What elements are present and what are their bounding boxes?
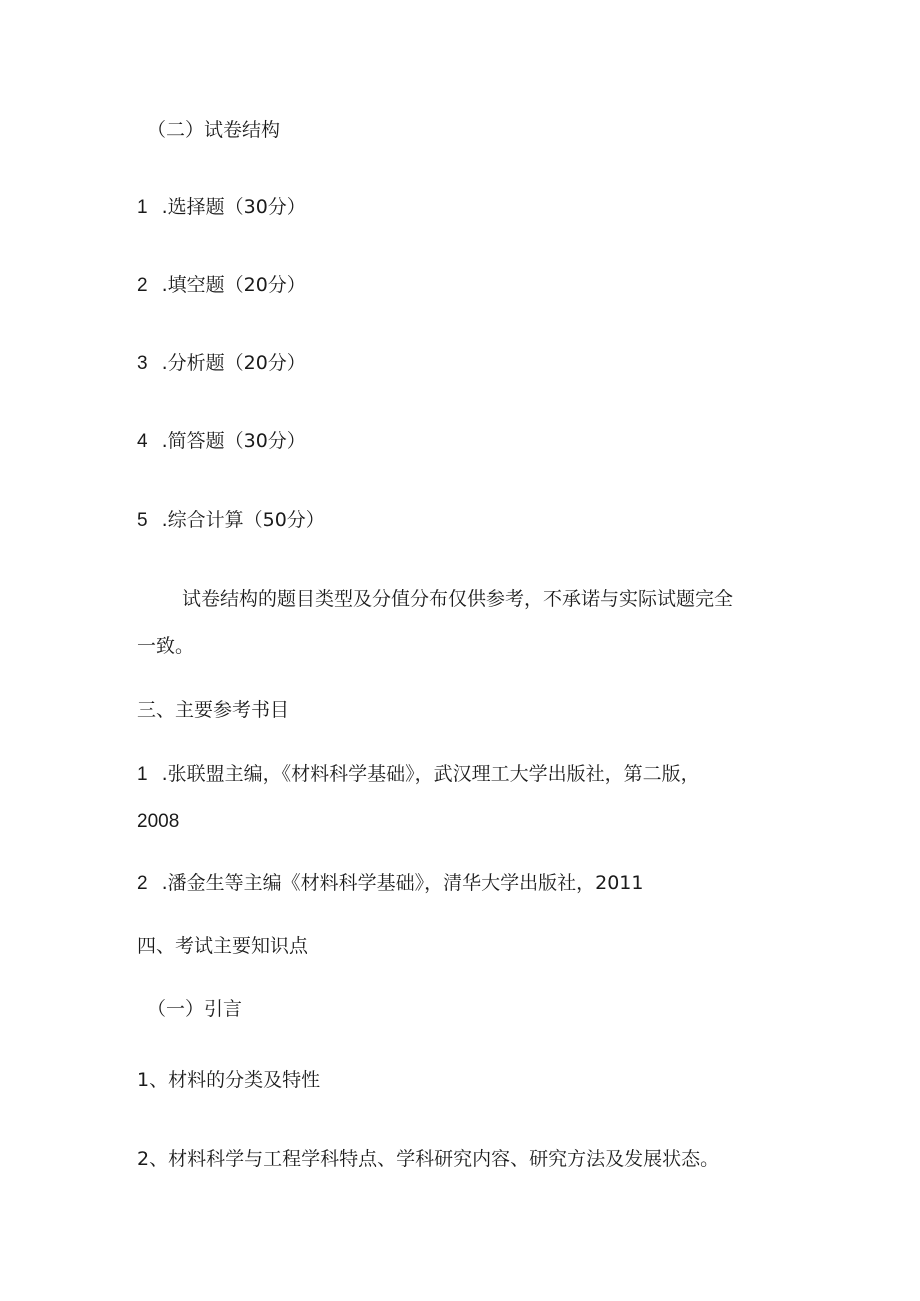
structure-item-1 <box>137 198 306 217</box>
subsection-1-heading: （一）引言 <box>147 998 243 1020</box>
reference-item-1-continuation: 2008 <box>137 811 180 832</box>
structure-item-number: 3 <box>137 353 148 374</box>
structure-item-number: 1 <box>137 197 148 218</box>
structure-item-text: .综合计算（50分） <box>161 509 325 531</box>
structure-note-line-2: 一致。 <box>137 635 195 657</box>
reference-text: .潘金生等主编《材料科学基础》，清华大学出版社，2011 <box>161 872 644 894</box>
section-4-heading: 四、考试主要知识点 <box>137 935 309 957</box>
section-3-heading: 三、主要参考书目 <box>137 699 290 721</box>
reference-text: .张联盟主编，《材料科学基础》，武汉理工大学出版社，第二版， <box>161 763 700 785</box>
structure-item-3 <box>137 354 306 373</box>
structure-item-number: 5 <box>137 510 148 531</box>
structure-item-5 <box>137 511 325 530</box>
structure-item-number: 4 <box>137 431 148 452</box>
structure-item-2 <box>137 276 306 295</box>
reference-item-1 <box>137 765 700 784</box>
structure-item-text: .填空题（20分） <box>161 274 306 296</box>
structure-item-number: 2 <box>137 275 148 296</box>
reference-item-2 <box>137 874 643 893</box>
structure-item-text: .分析题（20分） <box>161 352 306 374</box>
structure-item-text: .简答题（30分） <box>161 430 306 452</box>
reference-number: 1 <box>137 764 148 785</box>
knowledge-point-1: 1、材料的分类及特性 <box>137 1069 321 1091</box>
structure-item-text: .选择题（30分） <box>161 196 306 218</box>
structure-item-4 <box>137 432 306 451</box>
knowledge-point-2: 2、材料科学与工程学科特点、学科研究内容、研究方法及发展状态。 <box>137 1148 720 1170</box>
reference-number: 2 <box>137 873 148 894</box>
section-2-heading: （二）试卷结构 <box>147 119 281 141</box>
structure-note-line-1: 试卷结构的题目类型及分值分布仅供参考，不承诺与实际试题完全 <box>182 588 734 610</box>
